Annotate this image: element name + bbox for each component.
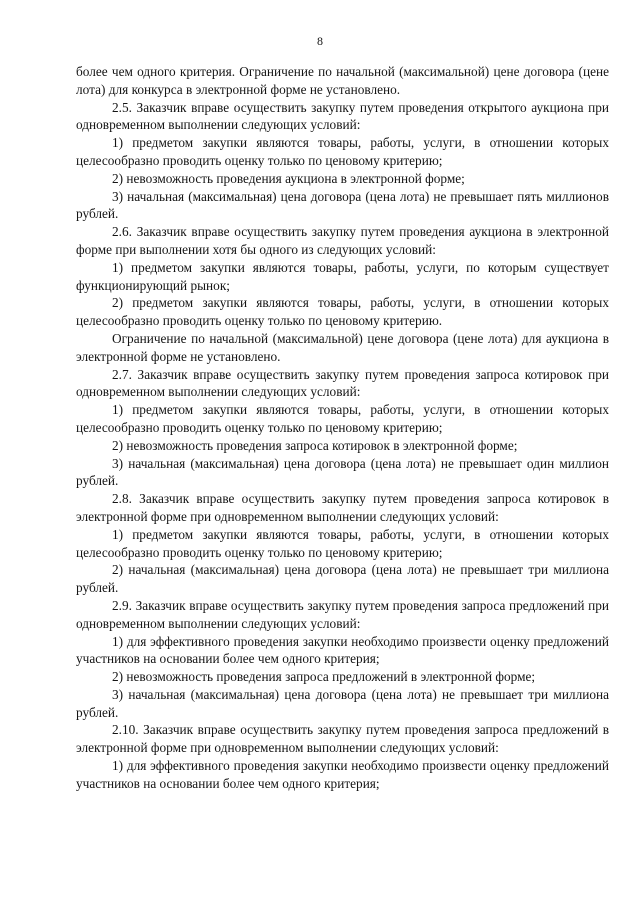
paragraph-2-6-item-2: 2) предметом закупки являются товары, работы, услуги, в отношении которых целесообразно проводить оценку только по ценовому критерию. [76,295,609,329]
page-number: 8 [317,34,323,48]
paragraph-continuation: более чем одного критерия. Ограничение по начальной (максимальной) цене договора (цене лота) для конкурса в электронной форме не установлено. [76,64,609,97]
paragraph-2-7: 2.7. Заказчик вправе осуществить закупку путем проведения запроса котировок при одновременном выполнении следующих условий: [76,366,609,400]
paragraph-2-5-item-2: 2) невозможность проведения аукциона в электронной форме; [112,170,465,186]
paragraph-2-7-item-2: 2) невозможность проведения запроса котировок в электронной форме; [112,437,518,453]
paragraph-2-5-item-3: 3) начальная (максимальная) цена договора (цена лота) не превышает пять миллионов рублей. [76,188,609,222]
paragraph-2-6: 2.6. Заказчик вправе осуществить закупку путем проведения аукциона в электронной форме при выполнении хотя бы одного из следующих условий: [76,224,609,257]
paragraph-2-8-item-2: 2) начальная (максимальная) цена договора (цена лота) не превышает три миллиона рублей. [76,562,609,596]
document-body [76,63,609,793]
paragraph-2-10: 2.10. Заказчик вправе осуществить закупку путем проведения запроса предложений в электронной форме при одновременном выполнении следующих условий: [76,722,609,756]
paragraph-2-10-item-1: 1) для эффективного проведения закупки необходимо произвести оценку предложений участников на основании более чем одного критерия; [76,758,609,791]
paragraph-2-9-item-3: 3) начальная (максимальная) цена договора (цена лота) не превышает три миллиона рублей. [76,686,609,720]
paragraph-2-7-item-3: 3) начальная (максимальная) цена договора (цена лота) не превышает один миллион рублей. [76,455,609,489]
paragraph-2-9-item-2: 2) невозможность проведения запроса предложений в электронной форме; [112,669,536,685]
paragraph-2-5: 2.5. Заказчик вправе осуществить закупку путем проведения открытого аукциона при одновременном выполнении следующих условий: [76,99,609,133]
paragraph-2-9: 2.9. Заказчик вправе осуществить закупку путем проведения запроса предложений при одновременном выполнении следующих условий: [76,597,609,631]
paragraph-2-8-item-1: 1) предметом закупки являются товары, работы, услуги, в отношении которых целесообразно проводить оценку только по ценовому критерию; [76,526,609,560]
paragraph-2-7-item-1: 1) предметом закупки являются товары, работы, услуги, в отношении которых целесообразно проводить оценку только по ценовому критерию; [76,402,609,435]
paragraph-2-9-item-1: 1) для эффективного проведения закупки необходимо произвести оценку предложений участников на основании более чем одного критерия; [76,633,609,667]
paragraph-2-6-item-1: 1) предметом закупки являются товары, работы, услуги, по которым существует функционирующий рынок; [76,259,609,293]
paragraph-2-8: 2.8. Заказчик вправе осуществить закупку путем проведения запроса котировок в электронной форме при одновременном выполнении следующих условий: [76,491,609,524]
paragraph-2-5-item-1: 1) предметом закупки являются товары, работы, услуги, в отношении которых целесообразно проводить оценку только по ценовому критерию; [76,135,609,168]
paragraph-2-6-note: Ограничение по начальной (максимальной) цене договора (цене лота) для аукциона в электронной форме не установлено. [76,330,609,364]
